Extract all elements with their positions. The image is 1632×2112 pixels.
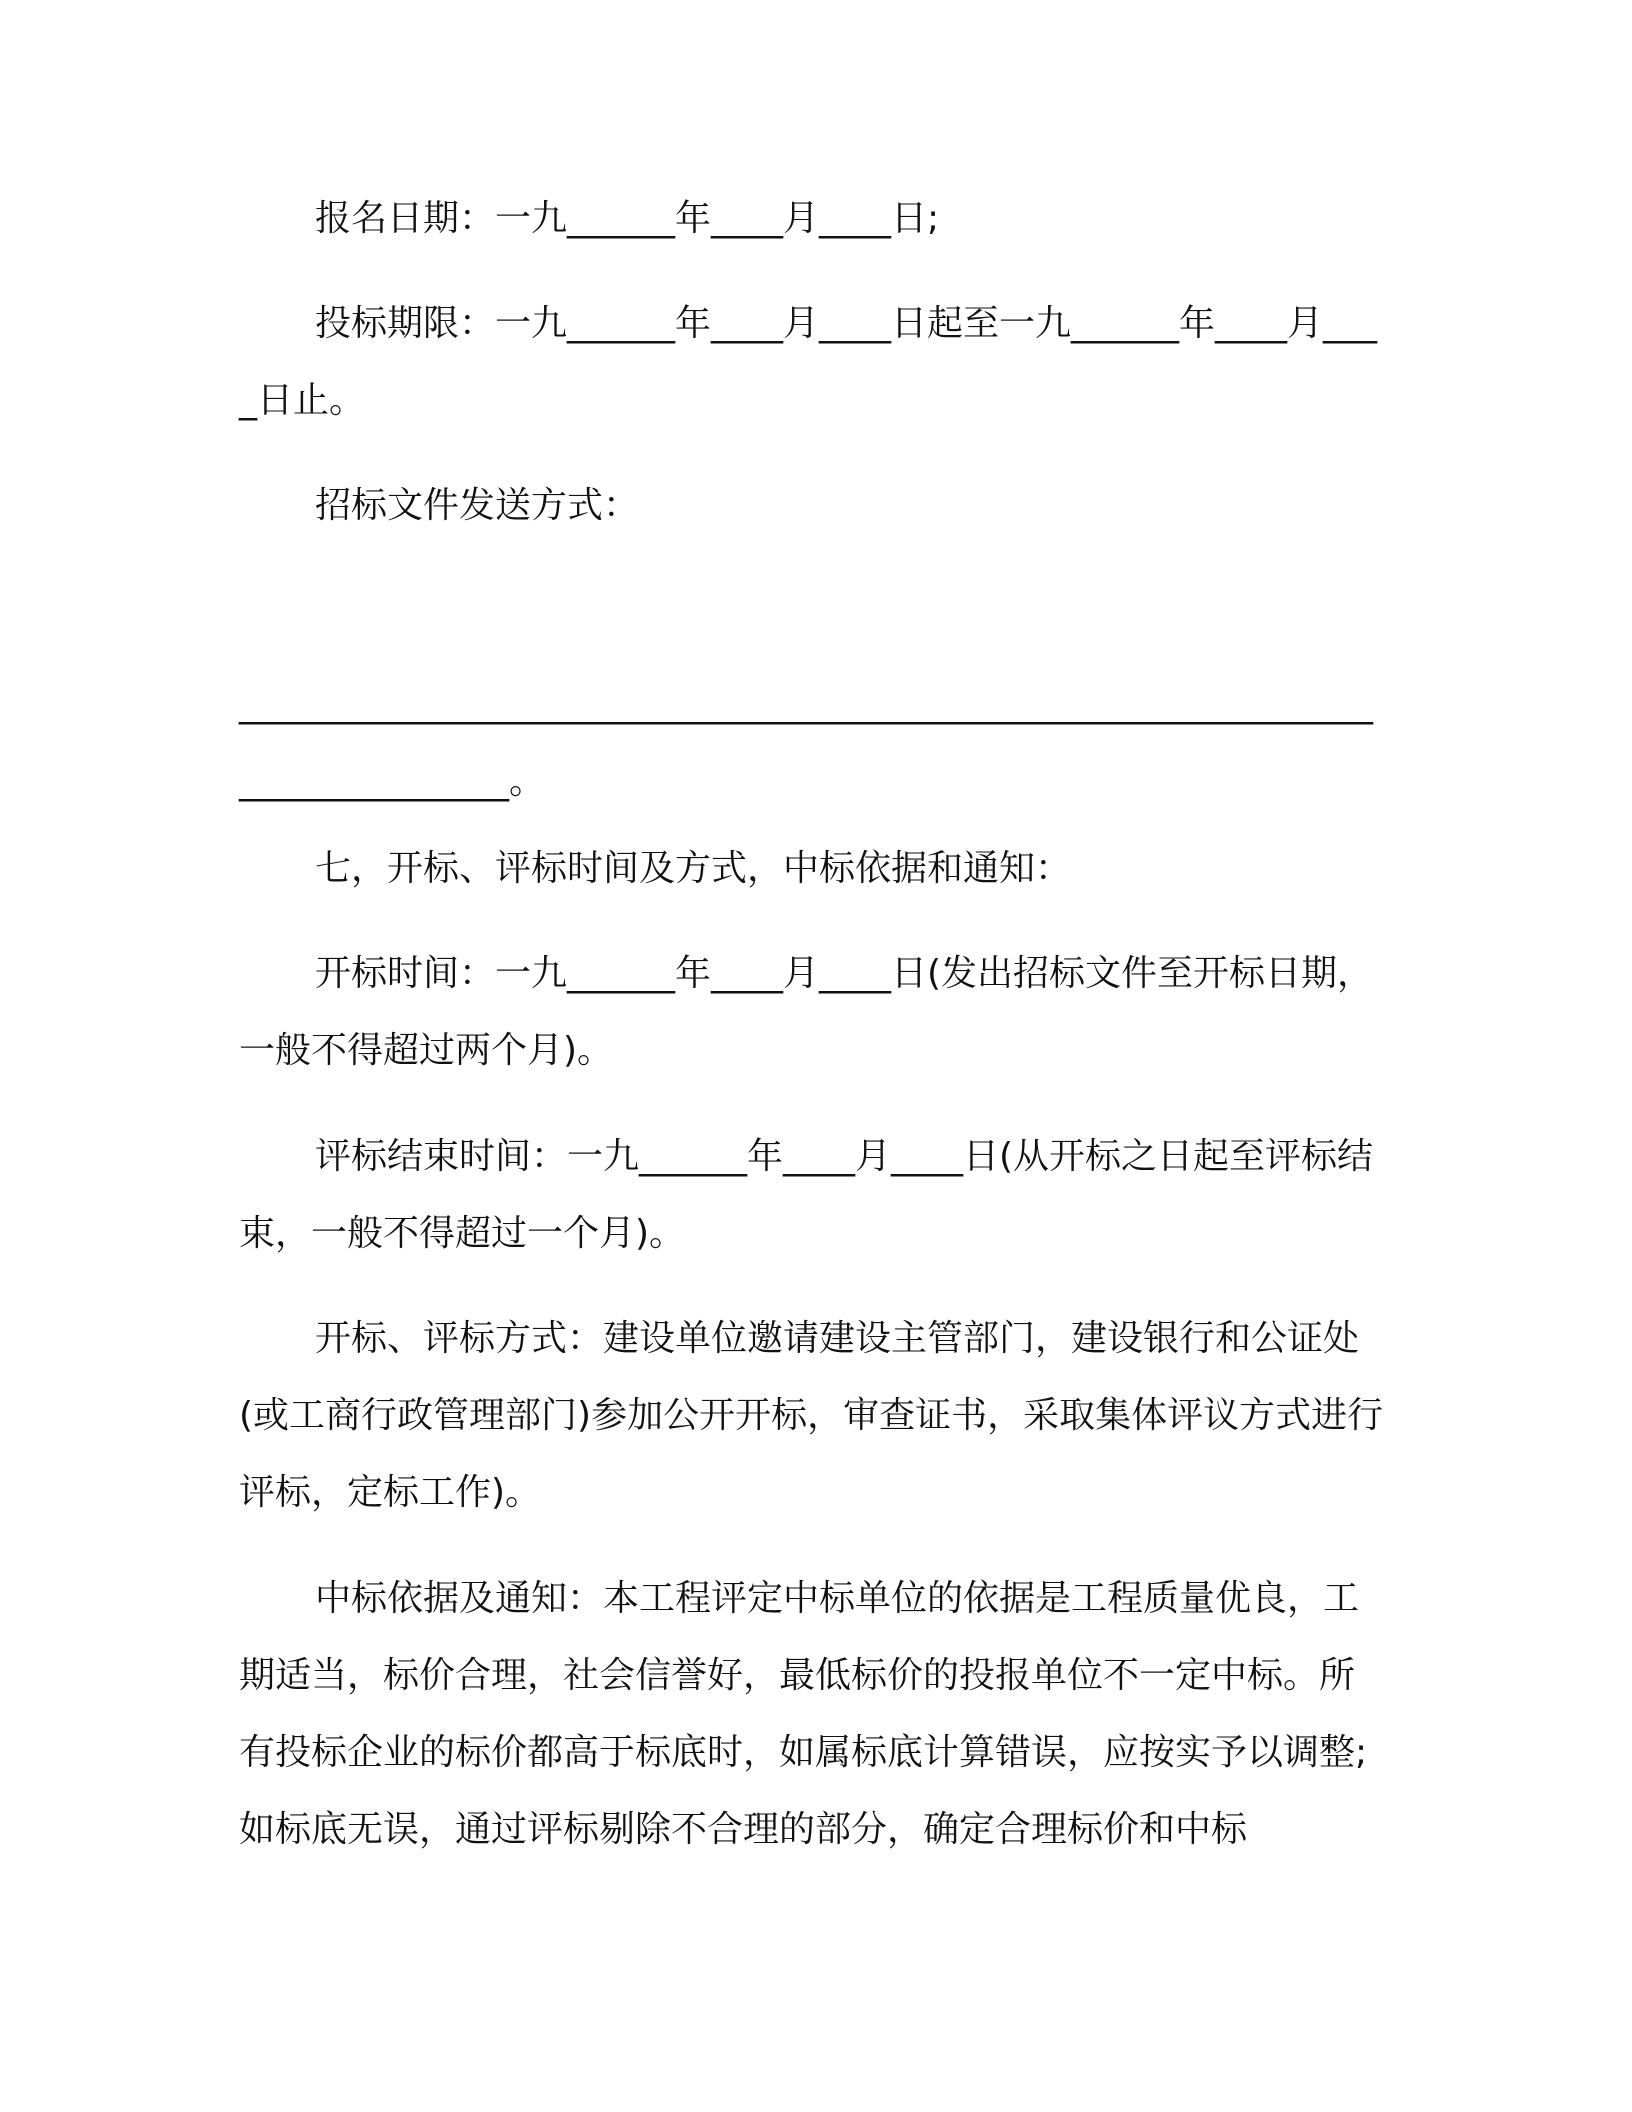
- delivery-method-blank-line: ______________________________________________________________________________。: [239, 684, 1373, 802]
- evaluation-method-paragraph: 开标、评标方式：建设单位邀请建设主管部门，建设银行和公证处(或工商行政管理部门)参加公开开标，审查证书，采取集体评议方式进行评标，定标工作)。: [239, 1318, 1384, 1513]
- evaluation-end-time-paragraph: 评标结束时间：一九______年____月____日(从开标之日起至评标结束，一般不得超过一个月)。: [239, 1136, 1374, 1254]
- signup-date-paragraph: 报名日期：一九______年____月____日;: [315, 198, 940, 239]
- section-seven-heading: 七，开标、评标时间及方式，中标依据和通知：: [315, 848, 1072, 889]
- award-basis-paragraph: 中标依据及通知：本工程评定中标单位的依据是工程质量优良，工期适当，标价合理，社会信誉好，最低标价的投报单位不一定中标。所有投标企业的标价都高于标底时，如属标底计算错误，应按实予以调整;如标底无误，通过评标剔除不合理的部分，确定合理标价和中标: [239, 1578, 1368, 1850]
- bid-deadline-paragraph: 投标期限：一九______年____月____日起至一九______年____月____日止。: [239, 303, 1378, 421]
- document-delivery-method-paragraph: 招标文件发送方式：: [315, 485, 640, 526]
- bid-opening-time-paragraph: 开标时间：一九______年____月____日(发出招标文件至开标日期，一般不得超过两个月)。: [239, 953, 1374, 1071]
